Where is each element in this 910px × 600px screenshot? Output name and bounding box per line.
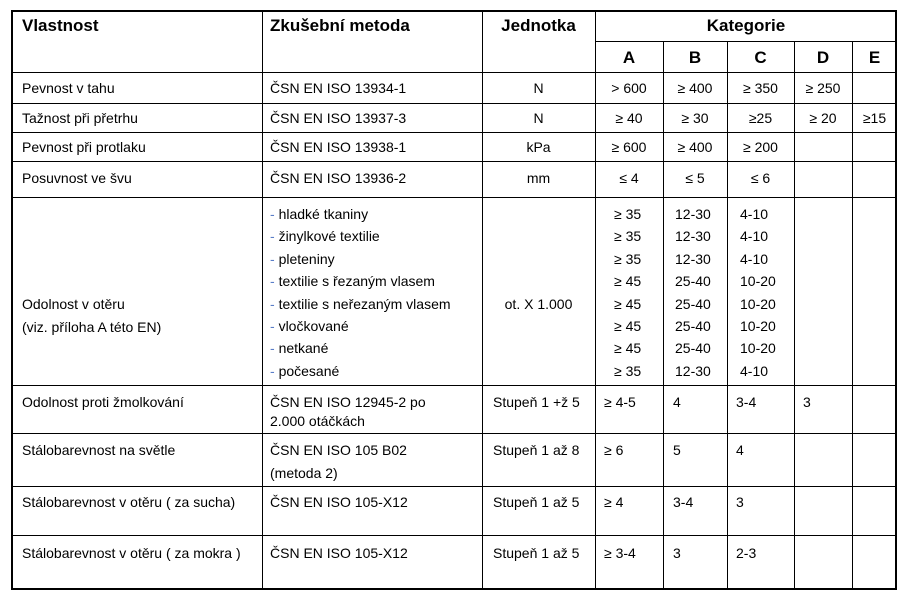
header-unit: Jednotka [501, 16, 576, 35]
row-unit: mm [526, 170, 551, 186]
header-cat-d: D [816, 48, 830, 67]
row-property: Pevnost při protlaku [22, 139, 146, 155]
cell-b: 12-30 [675, 228, 711, 245]
row-property: Pevnost v tahu [22, 80, 115, 96]
cell-b: 3-4 [673, 494, 694, 510]
list-item: - hladké tkaniny [270, 206, 369, 222]
cell-c: 10-20 [740, 317, 776, 334]
list-item: - počesané [270, 362, 340, 379]
cell-a: ≥ 35 [614, 250, 642, 267]
cell-b: ≤ 5 [685, 170, 705, 186]
cell-a: ≥ 35 [614, 228, 642, 245]
list-item: - žinylkové textilie [270, 228, 380, 245]
row-method: ČSN EN ISO 13937-3 [270, 110, 407, 126]
col-divider [262, 10, 263, 590]
cell-b: ≥ 30 [681, 110, 709, 126]
cell-b: 4 [673, 394, 681, 410]
cell-c: ≤ 6 [750, 170, 771, 186]
cell-c: 4 [736, 442, 744, 458]
cell-c: 4-10 [740, 206, 769, 222]
header-cat-b: B [688, 48, 702, 67]
row-method: ČSN EN ISO 13938-1 [270, 139, 407, 155]
row-method-line2: 2.000 otáčkách [270, 413, 365, 429]
cell-a: ≥ 45 [614, 273, 642, 290]
cell-b: 25-40 [675, 340, 711, 357]
cell-c: ≥25 [748, 110, 773, 126]
cell-a: ≥ 35 [614, 206, 642, 222]
row-unit: Stupeň 1 až 8 [493, 442, 580, 458]
abrasion-label-list [270, 203, 451, 382]
header-property: Vlastnost [22, 16, 99, 35]
row-unit: kPa [526, 139, 551, 155]
cell-a: > 600 [611, 80, 647, 96]
row-method: ČSN EN ISO 105-X12 [270, 545, 408, 561]
cell-c: 2-3 [736, 545, 757, 561]
row-unit: Stupeň 1 až 5 [493, 545, 580, 561]
cell-c: ≥ 200 [743, 139, 778, 155]
cell-b: 25-40 [675, 273, 711, 290]
cell-c: 4-10 [740, 228, 769, 245]
cell-c: 3 [736, 494, 744, 510]
list-item: - vločkované [270, 317, 349, 334]
row-unit: N [533, 110, 544, 126]
row-property: Stálobarevnost v otěru ( za mokra ) [22, 545, 241, 561]
cell-a: ≥ 4 [604, 494, 624, 510]
cell-a: ≥ 4-5 [604, 394, 636, 410]
row-property: Stálobarevnost v otěru ( za sucha) [22, 494, 236, 510]
list-item: - netkané [270, 340, 329, 357]
cell-b: ≥ 400 [677, 80, 713, 96]
list-item: - textilie s řezaným vlasem [270, 273, 435, 290]
cell-c: 10-20 [740, 295, 776, 312]
cell-a: ≥ 40 [615, 110, 643, 126]
cell-c: 10-20 [740, 273, 776, 290]
row-property: Tažnost při přetrhu [22, 110, 138, 126]
list-item: - textilie s neřezaným vlasem [270, 295, 451, 312]
header-method: Zkušební metoda [270, 16, 410, 35]
row-unit: Stupeň 1 +ž 5 [493, 394, 580, 410]
col-divider [595, 10, 596, 590]
row-property: Stálobarevnost na světle [22, 442, 176, 458]
cell-b: 5 [673, 442, 681, 458]
row-method: ČSN EN ISO 12945-2 po [270, 394, 426, 410]
abrasion-col-a [614, 203, 641, 382]
cell-b: 25-40 [675, 317, 711, 334]
cell-d: ≥ 250 [805, 80, 841, 96]
cell-b: 3 [673, 545, 681, 561]
cell-a: ≥ 45 [614, 340, 642, 357]
header-cat-e: E [868, 48, 881, 67]
row-divider [11, 132, 897, 133]
list-item: - pleteniny [270, 250, 335, 267]
row-divider [11, 535, 897, 536]
cell-c: 4-10 [740, 362, 769, 379]
row-divider [11, 433, 897, 434]
row-divider [11, 385, 897, 386]
header-category: Kategorie [706, 16, 786, 35]
header-cat-a: A [622, 48, 636, 67]
row-divider [11, 197, 897, 198]
row-method-line2: (metoda 2) [270, 465, 338, 481]
cell-a: ≥ 45 [614, 317, 642, 334]
cell-d: 3 [803, 394, 811, 410]
cell-c: 4-10 [740, 250, 769, 267]
row-divider [11, 103, 897, 104]
row-method: ČSN EN ISO 13936-2 [270, 170, 407, 186]
abrasion-unit: ot. X 1.000 [504, 296, 573, 312]
cell-c: 10-20 [740, 340, 776, 357]
row-property: Posuvnost ve švu [22, 170, 132, 186]
row-method: ČSN EN ISO 105-X12 [270, 494, 408, 510]
row-unit: N [533, 80, 544, 96]
cell-c: ≥ 350 [743, 80, 778, 96]
row-divider [11, 72, 897, 73]
cell-a: ≥ 45 [614, 295, 642, 312]
cell-b: 25-40 [675, 295, 711, 312]
cell-b: ≥ 400 [677, 139, 713, 155]
row-divider [11, 161, 897, 162]
cell-c: 3-4 [736, 394, 757, 410]
row-property: Odolnost proti žmolkování [22, 394, 184, 410]
cell-b: 12-30 [675, 362, 711, 379]
cell-a: ≥ 35 [614, 362, 642, 379]
abrasion-col-b [675, 203, 711, 382]
header-cat-c: C [754, 48, 767, 67]
row-method: ČSN EN ISO 13934-1 [270, 80, 407, 96]
cell-a: ≤ 4 [619, 170, 639, 186]
cell-d: ≥ 20 [809, 110, 837, 126]
cell-e: ≥15 [862, 110, 887, 126]
cell-b: 12-30 [675, 250, 711, 267]
row-divider [11, 486, 897, 487]
row-unit: Stupeň 1 až 5 [493, 494, 580, 510]
abrasion-property: Odolnost v otěru [22, 296, 125, 312]
cell-a: ≥ 600 [611, 139, 647, 155]
row-method: ČSN EN ISO 105 B02 [270, 442, 407, 458]
abrasion-col-c [740, 203, 776, 382]
cell-b: 12-30 [675, 206, 711, 222]
cell-a: ≥ 3-4 [604, 545, 636, 561]
abrasion-property-note: (viz. příloha A této EN) [22, 319, 162, 335]
cell-a: ≥ 6 [604, 442, 624, 458]
